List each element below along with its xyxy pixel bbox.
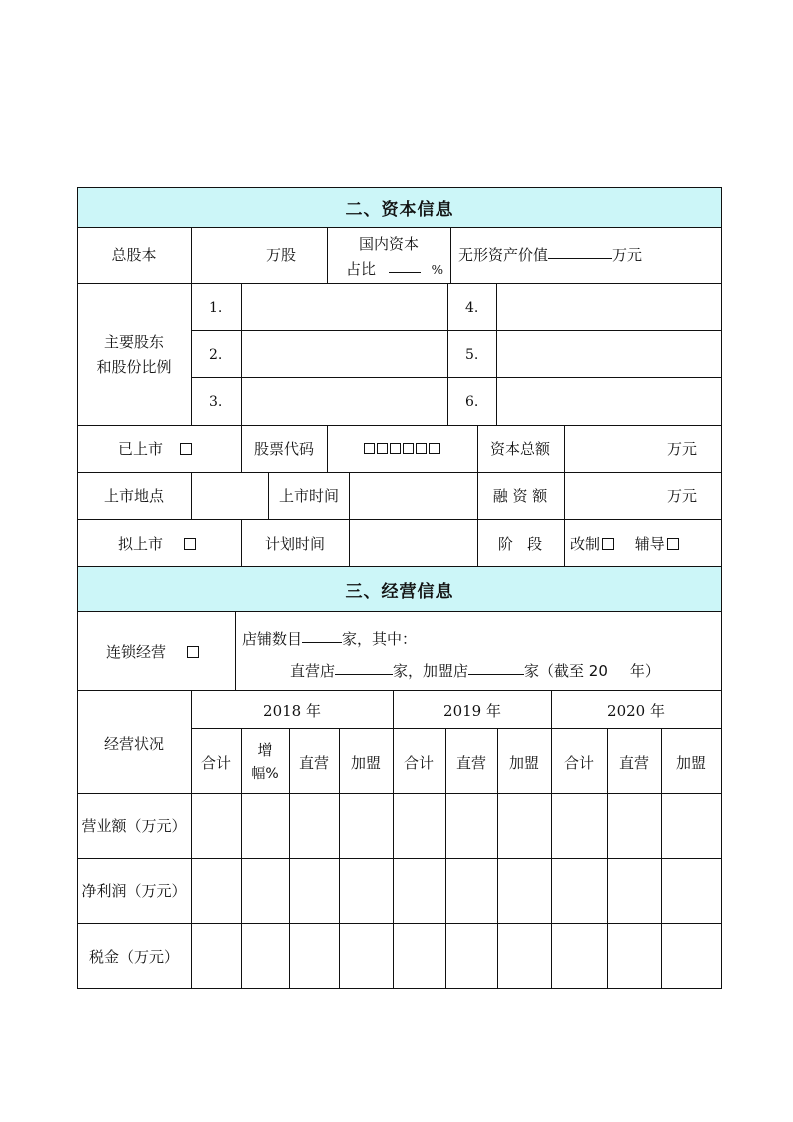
direct-store-label: 直营店 — [290, 662, 336, 680]
listed-checkbox[interactable] — [180, 443, 192, 455]
domestic-ratio-label: 占比 — [346, 260, 377, 278]
financing-unit: 万元 — [667, 487, 698, 505]
percent-unit: % — [431, 263, 443, 277]
shareholder-number: 5. — [465, 347, 479, 363]
store-count-label: 店铺数目 — [242, 630, 303, 648]
store-count-blank[interactable] — [302, 641, 342, 643]
col-total-2019: 合计 — [403, 754, 435, 772]
store-breakdown-row — [290, 662, 660, 680]
rule-h — [191, 728, 721, 729]
rule-v — [564, 519, 565, 566]
rule-v — [496, 283, 497, 425]
restructure-checkbox[interactable] — [602, 538, 614, 550]
shareholder-number: 2. — [209, 347, 223, 363]
rule-v — [191, 472, 192, 519]
shareholder-number: 4. — [465, 300, 479, 316]
rule-v — [607, 728, 608, 988]
shareholder-number: 6. — [465, 394, 479, 410]
listed-label: 已上市 — [118, 440, 164, 458]
rule-h — [78, 283, 721, 284]
rule-h — [78, 519, 721, 520]
row-tax: 税金（万元） — [88, 948, 180, 966]
rule-v — [447, 283, 448, 425]
direct-store-suffix: 家，加盟店 — [393, 662, 469, 680]
rule-h — [78, 793, 721, 794]
stage-label: 阶 段 — [497, 535, 543, 553]
planned-listing-label: 拟上市 — [118, 535, 164, 553]
restructure-label: 改制 — [570, 535, 601, 553]
info-form — [77, 187, 722, 989]
plan-time-label: 计划时间 — [264, 535, 326, 553]
listed-row — [118, 440, 192, 458]
rule-h — [78, 923, 721, 924]
intangible-blank[interactable] — [548, 257, 612, 259]
rule-v — [327, 425, 328, 472]
capital-section-header — [78, 188, 721, 228]
shareholder-number: 3. — [209, 394, 223, 410]
col-direct-2020: 直营 — [618, 754, 650, 772]
rule-v — [477, 472, 478, 519]
franchise-suffix: 家（截至 20 — [524, 662, 608, 680]
store-count-suffix: 家，其中： — [342, 630, 418, 648]
rule-v — [241, 728, 242, 988]
rule-v — [477, 519, 478, 566]
intangible-unit: 万元 — [612, 246, 643, 264]
rule-v — [445, 728, 446, 988]
rule-v — [191, 283, 192, 425]
col-growth-2018-line2: 幅% — [251, 766, 279, 782]
operations-section-title: 三、经营信息 — [345, 581, 454, 602]
intangible-label: 无形资产价值 — [458, 246, 549, 264]
total-capital-unit: 万元 — [667, 440, 698, 458]
col-franchise-2020: 加盟 — [675, 754, 707, 772]
col-franchise-2019: 加盟 — [508, 754, 540, 772]
year-header-2020: 2020 年 — [607, 702, 665, 720]
guidance-checkbox[interactable] — [667, 538, 679, 550]
stock-code-boxes[interactable] — [364, 440, 440, 458]
shareholders-label-line2: 和股份比例 — [96, 358, 172, 376]
rule-v — [235, 612, 236, 690]
chain-checkbox[interactable] — [187, 646, 199, 658]
status-label: 经营状况 — [103, 735, 165, 753]
rule-v — [349, 519, 350, 566]
row-revenue: 营业额（万元） — [81, 817, 187, 835]
rule-h — [78, 858, 721, 859]
total-shares-label: 总股本 — [111, 246, 157, 264]
rule-h — [191, 377, 721, 378]
rule-v — [497, 728, 498, 988]
rule-v — [241, 425, 242, 472]
col-franchise-2018: 加盟 — [350, 754, 382, 772]
stage-options — [570, 535, 679, 553]
shareholder-number: 1. — [209, 300, 223, 316]
rule-v — [477, 425, 478, 472]
planned-listing-checkbox[interactable] — [184, 538, 196, 550]
operations-section-header — [78, 566, 721, 612]
total-shares-unit: 万股 — [266, 246, 297, 264]
store-count-row — [242, 630, 417, 648]
rule-h — [78, 425, 721, 426]
rule-v — [241, 283, 242, 425]
col-growth-2018-line1: 增 — [257, 741, 273, 759]
franchise-store-blank[interactable] — [468, 673, 524, 675]
rule-v — [661, 728, 662, 988]
rule-v — [450, 228, 451, 283]
rule-v — [349, 472, 350, 519]
domestic-capital-label: 国内资本 — [358, 235, 420, 253]
col-direct-2018: 直营 — [298, 754, 330, 772]
rule-v — [564, 425, 565, 472]
shareholders-label-line1: 主要股东 — [103, 333, 165, 351]
listing-time-label: 上市时间 — [278, 487, 340, 505]
intangible-row — [458, 246, 642, 264]
year-header-2019: 2019 年 — [443, 702, 501, 720]
rule-v — [551, 690, 552, 988]
row-net-profit: 净利润（万元） — [81, 882, 187, 900]
planned-listing-row — [118, 535, 196, 553]
domestic-ratio-blank[interactable] — [389, 271, 421, 273]
rule-v — [327, 228, 328, 283]
rule-h — [191, 330, 721, 331]
financing-label: 融 资 额 — [492, 487, 548, 505]
chain-label: 连锁经营 — [106, 643, 167, 661]
listing-place-label: 上市地点 — [103, 487, 165, 505]
rule-v — [268, 472, 269, 519]
rule-h — [78, 472, 721, 473]
col-total-2018: 合计 — [200, 754, 232, 772]
rule-h — [78, 690, 721, 691]
direct-store-blank[interactable] — [335, 673, 393, 675]
rule-v — [191, 228, 192, 283]
rule-v — [564, 472, 565, 519]
col-total-2020: 合计 — [563, 754, 595, 772]
stock-code-label: 股票代码 — [253, 440, 315, 458]
year-suffix: 年） — [629, 662, 660, 680]
rule-v — [339, 728, 340, 988]
rule-v — [191, 690, 192, 988]
rule-v — [393, 690, 394, 988]
col-direct-2019: 直营 — [455, 754, 487, 772]
capital-section-title: 二、资本信息 — [345, 200, 454, 220]
year-header-2018: 2018 年 — [263, 702, 321, 720]
rule-v — [289, 728, 290, 988]
rule-v — [241, 519, 242, 566]
chain-row — [106, 643, 199, 661]
domestic-ratio-row — [346, 260, 443, 278]
guidance-label: 辅导 — [634, 535, 665, 553]
total-capital-label: 资本总额 — [489, 440, 551, 458]
